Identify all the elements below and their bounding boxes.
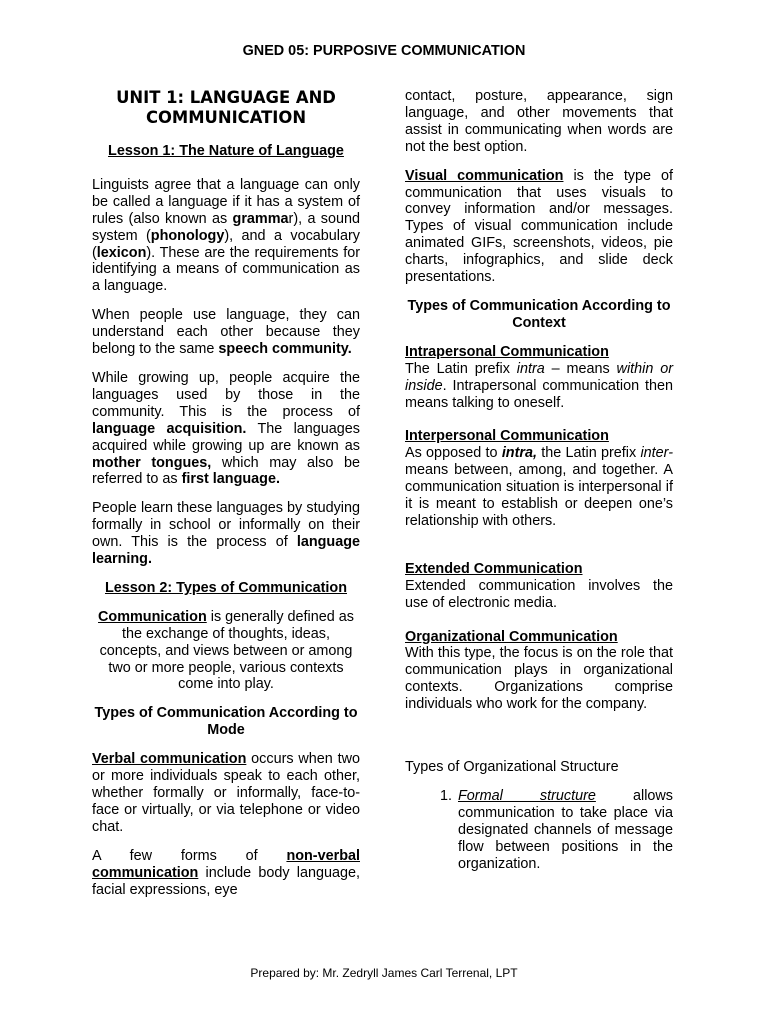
paragraph-verbal-communication: Verbal communication occurs when two or more individuals speak to each other, whether formally or informally, face-to-face or virtually, or via telephone or video chat. <box>92 751 360 835</box>
interpersonal-heading: Interpersonal Communication <box>405 428 609 445</box>
lesson-1-heading: Lesson 1: The Nature of Language <box>108 143 344 159</box>
paragraph-non-verbal-communication: A few forms of non-verbal communication include body language, facial expressions, eye <box>92 847 360 898</box>
paragraph-language-learning: People learn these languages by studying formally in school or informally on their own. This is the process of language learning. <box>92 500 360 568</box>
paragraph-non-verbal-continued: contact, posture, appearance, sign language, and other movements that assist in communicating when words are not the best option. <box>405 88 673 155</box>
organizational-heading: Organizational Communication <box>405 628 618 645</box>
list-item <box>405 788 673 873</box>
paragraph-extended: Extended communication involves the use of electronic media. <box>405 577 673 611</box>
intrapersonal-heading: Intrapersonal Communication <box>405 343 609 360</box>
mode-heading: Types of Communication According to Mode <box>94 705 358 739</box>
paragraph-organizational: With this type, the focus is on the role that communication plays in organizational contexts. Organizations comprise individuals who work for the company. <box>405 645 673 713</box>
organizational-structure-heading: Types of Organizational Structure <box>405 759 619 776</box>
organizational-structure-list <box>405 788 673 873</box>
paragraph-intrapersonal: The Latin prefix intra – means within or inside. Intrapersonal communication then means talking to oneself. <box>405 360 673 411</box>
paragraph-interpersonal: As opposed to intra, the Latin prefix inter- means between, among, and together. A communication situation is interpersonal if it is meant to establish or deepen one’s relationship with others. <box>405 445 673 529</box>
right-column <box>405 88 673 873</box>
list-item-number: 1. <box>439 788 452 804</box>
page-header: GNED 05: PURPOSIVE COMMUNICATION <box>242 43 526 59</box>
list-item-text: Formal structure allows communication to take place via designated channels of message flow between positions in the organization. <box>458 788 673 872</box>
paragraph-visual-communication: Visual communication is the type of communication that uses visuals to convey information and/or messages. Types of visual communication include animated GIFs, screenshots, videos, pie charts, infographics, and slide deck presentations. <box>405 167 673 286</box>
lesson-2-heading: Lesson 2: Types of Communication <box>104 579 347 596</box>
context-heading: Types of Communication According to Context <box>407 297 671 331</box>
extended-heading: Extended Communication <box>405 560 583 577</box>
paragraph-communication-definition: Communication is generally defined as the exchange of thoughts, ideas, concepts, and views between or among two or more people, various contexts come into play. <box>98 608 354 693</box>
left-column <box>92 88 360 898</box>
paragraph-language-acquisition: While growing up, people acquire the languages used by those in the community. This is the process of language acquisition. The languages acquired while growing up are known as mother tongues, which may also be referred to as first language. <box>92 369 361 488</box>
paragraph-speech-community: When people use language, they can understand each other because they belong to the same speech community. <box>92 307 360 358</box>
unit-title: UNIT 1: LANGUAGE AND COMMUNICATION <box>116 88 336 127</box>
paragraph-language-definition: Linguists agree that a language can only be called a language if it has a system of rules (also known as grammar), a sound system (phonology), and a vocabulary (lexicon). These are the requirements for identifying a means of communication as a language. <box>92 176 360 295</box>
page-footer: Prepared by: Mr. Zedryll James Carl Terrenal, LPT <box>250 966 518 980</box>
